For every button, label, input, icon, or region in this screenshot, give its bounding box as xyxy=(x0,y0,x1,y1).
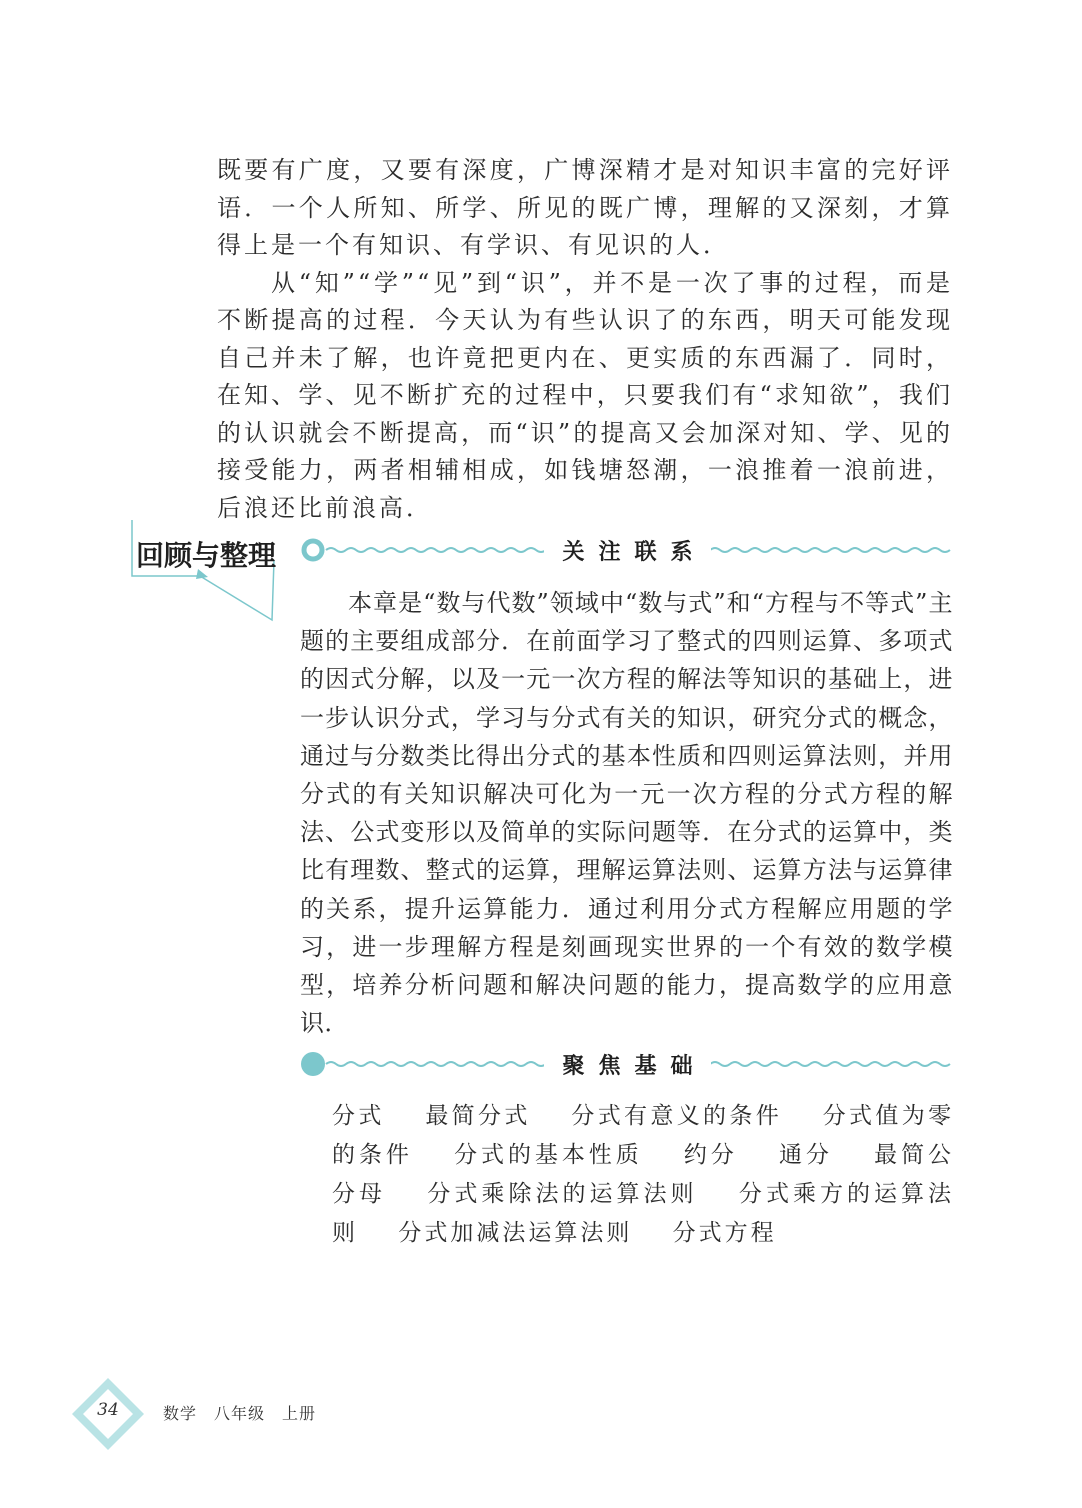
term: 分式有意义的条件 xyxy=(571,1103,783,1129)
term: 分式乘方的运算法则 xyxy=(332,1181,955,1246)
term: 通分 xyxy=(779,1142,833,1168)
section-title: 回顾与整理 xyxy=(136,539,277,572)
intro-paragraph-2: 从“知”“学”“见”到“识”，并不是一次了事的过程，而是不断提高的过程．今天认为有些认识了的东西，明天可能发现自己并未了解，也许竟把更内在、更实质的东西漏了．同时，在知、学、见不断扩充的过程中，只要我们有“求知欲”，我们的认识就会不断提高，而“识”的提高又会加深对知、学、见的接受能力，两者相辅相成，如钱塘怒潮，一浪推着一浪前进，后浪还比前浪高． xyxy=(217,268,953,522)
connections-body: 本章是“数与代数”领域中“数与式”和“方程与不等式”主题的主要组成部分．在前面学习了整式的四则运算、多项式的因式分解，以及一元一次方程的解法等知识的基础上，进一步认识分式，学习与分式有关的知识，研究分式的概念，通过与分数类比得出分式的基本性质和四则运算法则，并用分式的有关知识解决可化为一元一次方程的分式方程的解法、公式变形以及简单的实际问题等．在分式的运算中，类比有理数、整式的运算，理解运算法则、运算方法与运算律的关系，提升运算能力．通过利用分式方程解应用题的学习，进一步理解方程是刻画现实世界的一个有效的数学模型，培养分析问题和解决问题的能力，提高数学的应用意识． xyxy=(300,589,953,1038)
page-number: 34 xyxy=(97,1400,119,1420)
term: 分式乘除法的运算法则 xyxy=(427,1181,698,1207)
term: 分式的基本性质 xyxy=(454,1142,643,1168)
term: 分式方程 xyxy=(672,1220,777,1246)
basics-heading-bar xyxy=(300,1044,955,1084)
term: 分式 xyxy=(332,1103,385,1129)
term: 分式加减法运算法则 xyxy=(398,1220,633,1246)
term: 最简公分母 xyxy=(332,1142,954,1207)
term: 最简分式 xyxy=(425,1103,531,1129)
book-title: 数学 八年级 上册 xyxy=(163,1404,317,1423)
page-number-badge xyxy=(72,1375,150,1453)
term: 分式值为零的条件 xyxy=(332,1103,955,1168)
connections-heading: 关注联系 xyxy=(544,540,710,565)
section-badge xyxy=(128,520,278,624)
connections-heading-bar xyxy=(300,530,955,570)
intro-text xyxy=(217,152,953,527)
basics-terms xyxy=(332,1097,954,1253)
intro-paragraph-1: 既要有广度，又要有深度，广博深精才是对知识丰富的完好评语．一个人所知、所学、所见的既广博，理解的又深刻，才算得上是一个有知识、有学识、有见识的人． xyxy=(217,156,953,259)
term: 约分 xyxy=(683,1142,738,1168)
basics-heading: 聚焦基础 xyxy=(544,1054,710,1079)
